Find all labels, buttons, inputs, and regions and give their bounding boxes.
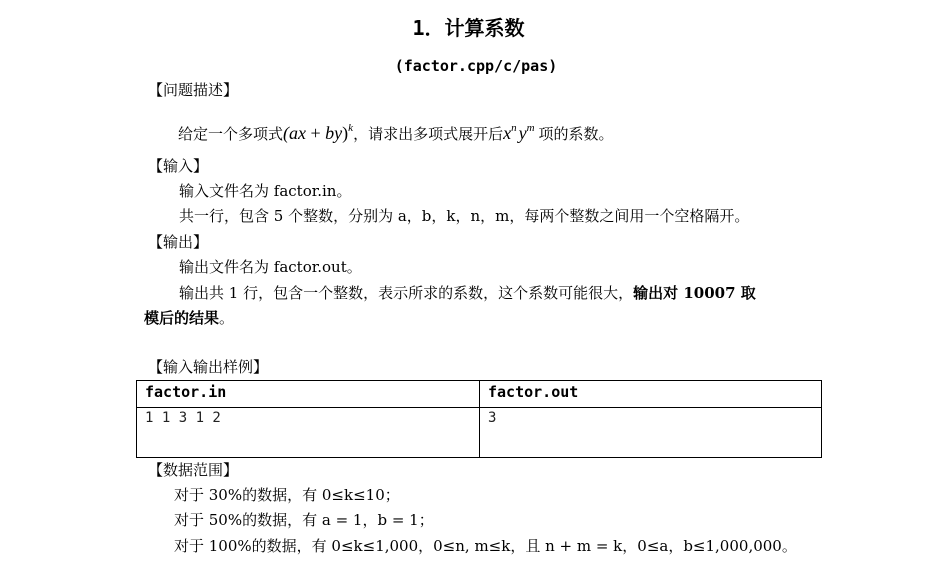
term-y: y xyxy=(518,123,527,143)
data-range-line-3: 对于 100%的数据，有 0≤k≤1,000，0≤n, m≤k，且 n + m = k，0≤a，b≤1,000,000。 xyxy=(174,537,797,555)
expr-plus: + xyxy=(306,123,326,143)
output-line-3-end: 。 xyxy=(219,309,235,327)
output-heading: 【输出】 xyxy=(148,233,209,251)
output-modulo-note: 输出对 10007 取 xyxy=(633,284,756,302)
sample-io-table xyxy=(136,380,822,458)
input-heading: 【输入】 xyxy=(148,157,209,175)
description-post-text: 项的系数。 xyxy=(538,125,614,143)
term-exponent-m: m xyxy=(526,122,535,134)
output-line-1: 输出文件名为 factor.out。 xyxy=(179,258,362,276)
table-row xyxy=(137,408,822,458)
expr-open-paren: ( xyxy=(283,123,290,143)
output-line-2 xyxy=(179,283,756,303)
sample-output-value: 3 xyxy=(480,408,822,458)
problem-description-heading: 【问题描述】 xyxy=(148,81,239,99)
data-range-line-2: 对于 50%的数据，有 a = 1，b = 1； xyxy=(174,511,434,529)
description-mid-text: ，请求出多项式展开后 xyxy=(353,125,504,143)
expr-ax: ax xyxy=(289,123,307,143)
expr-close-paren: ) xyxy=(342,123,349,143)
term-exponent-n: n xyxy=(511,122,517,134)
term-x: x xyxy=(503,123,512,143)
expr-by: by xyxy=(325,123,343,143)
input-line-1: 输入文件名为 factor.in。 xyxy=(179,182,352,200)
output-modulo-result: 模后的结果 xyxy=(144,309,220,327)
table-header-row xyxy=(137,381,822,408)
problem-description-text xyxy=(178,118,614,144)
expr-exponent-k: k xyxy=(348,122,354,134)
output-line-2-text: 输出共 1 行，包含一个整数，表示所求的系数，这个系数可能很大， xyxy=(179,284,634,302)
description-pre-text: 给定一个多项式 xyxy=(178,125,284,143)
output-line-3 xyxy=(144,308,234,328)
sample-input-header: factor.in xyxy=(137,381,480,408)
sample-output-header: factor.out xyxy=(480,381,822,408)
data-range-heading: 【数据范围】 xyxy=(148,461,239,479)
sample-input-value: 1 1 3 1 2 xyxy=(137,408,480,458)
input-line-2: 共一行，包含 5 个整数，分别为 a，b，k，n，m，每两个整数之间用一个空格隔开。 xyxy=(179,207,750,225)
problem-filenames: (factor.cpp/c/pas) xyxy=(394,57,558,75)
data-range-line-1: 对于 30%的数据，有 0≤k≤10； xyxy=(174,486,400,504)
problem-title: 1．计算系数 xyxy=(412,16,525,40)
sample-heading: 【输入输出样例】 xyxy=(148,358,269,376)
